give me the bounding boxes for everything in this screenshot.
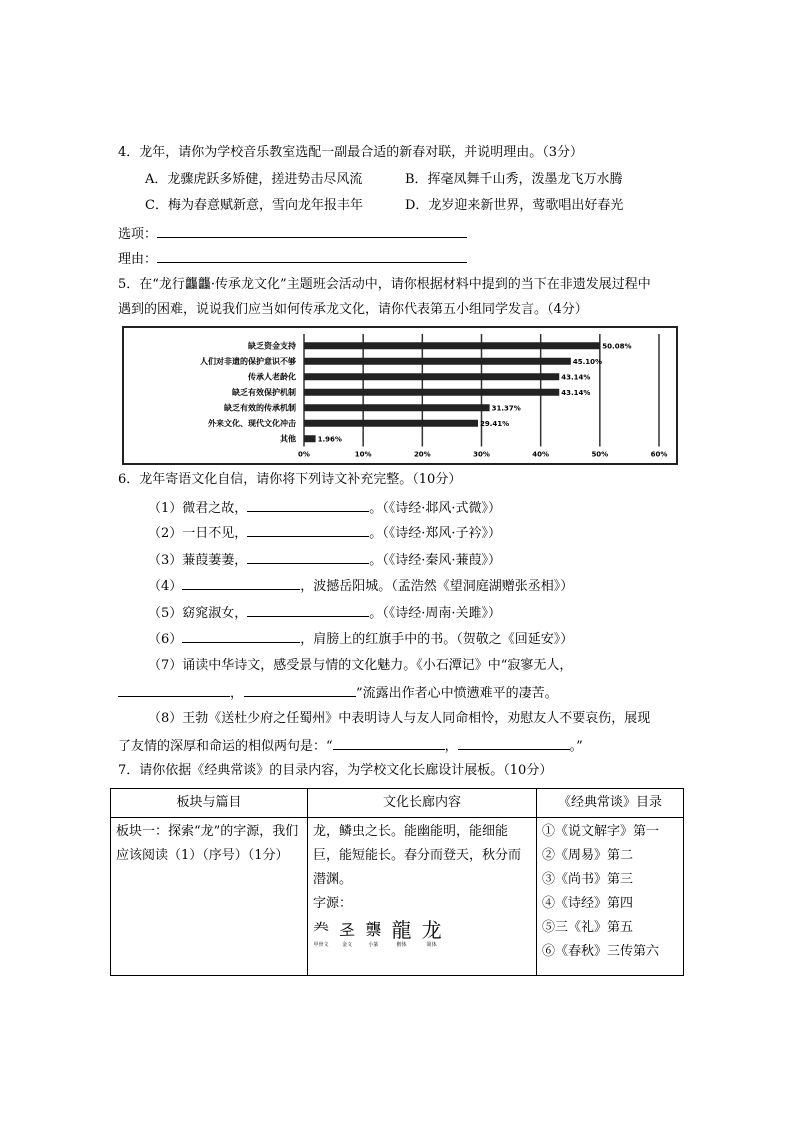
exhibit-table xyxy=(110,788,684,976)
chart-value-label: 31.37% xyxy=(491,404,521,413)
q6-item-5 xyxy=(148,602,501,624)
chart-value-label: 50.08% xyxy=(602,342,632,351)
glyph-seal: 龒 小篆 xyxy=(365,920,382,948)
q6-item-7-blank-2[interactable] xyxy=(244,682,356,697)
chart-tick-label: 60% xyxy=(650,450,668,459)
q4-option-b: B．挥毫凤舞千山秀，泼墨龙飞万水腾 xyxy=(405,172,623,187)
chart-category-label: 外来文化、现代文化冲击 xyxy=(208,418,296,428)
q6-item-8-blank-1[interactable] xyxy=(333,735,445,750)
q6-stem: 6．龙年寄语文化自信，请你将下列诗文补充完整。（10分） xyxy=(118,472,462,487)
chart-tick-label: 20% xyxy=(413,450,431,459)
chart-bar xyxy=(304,342,600,349)
content-text: 龙，鳞虫之长。能幽能明，能细能巨，能短能长。春分而登天，秋分而潜渊。 xyxy=(313,824,522,887)
chart-canvas xyxy=(124,328,676,463)
section-cell: 板块一：探索“龙”的字源，我们应该阅读（1）（序号）（1分） xyxy=(111,818,308,976)
q6-item-4-post: ，波撼岳阳城。（孟浩然《望洞庭湖赠张丞相》） xyxy=(300,579,574,594)
catalog-item: ④《诗经》第四 xyxy=(542,896,634,911)
q4-option-a: A．龙骤虎跃多矫健，搓进势击尽风流 xyxy=(145,172,363,187)
q4-choice-label: 选项： xyxy=(118,227,158,242)
q6-item-7-blank-1[interactable] xyxy=(118,682,230,697)
glyph-regular: 龍 楷体 xyxy=(391,918,412,948)
chart-tick-label: 0% xyxy=(298,450,310,459)
chart-bar xyxy=(304,358,571,365)
content-cell xyxy=(308,818,537,976)
catalog-item: ②《周易》第二 xyxy=(542,848,634,863)
q4-choice-row xyxy=(118,223,467,245)
q6-item-7-line1: （7）诵读中华诗文，感受景与情的文化魅力。《小石潭记》中“寂寥无人， xyxy=(148,658,573,673)
q6-item-3-pre: （3）蒹葭萋萋， xyxy=(148,553,248,568)
q6-item-6-post: ，肩膀上的红旗手中的书。（贺敬之《回延安》） xyxy=(300,632,574,647)
q7-stem: 7．请你依据《经典常谈》的目录内容，为学校文化长廊设计展板。（10分） xyxy=(118,763,553,778)
q6-item-4 xyxy=(148,575,573,597)
glyph-simplified: 龙 简体 xyxy=(421,918,442,948)
q4-option-d: D．龙岁迎来新世界，莺歌唱出好春光 xyxy=(405,198,624,213)
q4-reason-blank[interactable] xyxy=(157,248,467,263)
chart-tick-label: 30% xyxy=(473,450,490,459)
q6-item-8-mid: ， xyxy=(444,739,458,754)
glyph-oracle: 龹 甲骨文 xyxy=(313,920,330,948)
chart-category-label: 其他 xyxy=(280,434,296,444)
q6-item-4-pre: （4） xyxy=(148,579,183,594)
chart-category-label: 缺乏有效的传承机制 xyxy=(224,403,296,413)
header-content: 文化长廊内容 xyxy=(308,789,537,818)
source-label: 字源： xyxy=(313,896,353,911)
q5-line2: 遇到的困难，说说我们应当如何传承龙文化，请你代表第五小组同学发言。（4分） xyxy=(118,302,588,317)
chart-value-label: 1.96% xyxy=(317,435,342,444)
chart-category-label: 缺乏有效保护机制 xyxy=(232,387,296,397)
q6-item-8-line2 xyxy=(118,735,583,757)
q4-choice-blank[interactable] xyxy=(157,223,467,238)
q5-line1: 5．在“龙行龘龘·传承龙文化”主题班会活动中，请你根据材料中提到的当下在非遗发展过程中 xyxy=(118,277,651,292)
q6-item-6 xyxy=(148,628,573,650)
glyph-bronze: 𢀖 金文 xyxy=(339,920,356,948)
q6-item-7-line2: ， ”流露出作者心中愤懑难平的凄苦。 xyxy=(118,682,558,704)
q6-item-7-post: ”流露出作者心中愤懑难平的凄苦。 xyxy=(356,686,558,701)
q6-item-3-blank[interactable] xyxy=(247,549,369,564)
q6-item-1 xyxy=(148,497,501,519)
chart-value-label: 43.14% xyxy=(561,388,591,397)
q6-item-4-blank[interactable] xyxy=(182,575,300,590)
q4-reason-label: 理由： xyxy=(118,252,158,267)
table-row xyxy=(111,818,684,976)
chart-category-label: 人们对非遗的保护意识不够 xyxy=(200,356,296,366)
q6-item-2-post: 。（《诗经·郑风·子衿》） xyxy=(369,526,502,541)
q4-reason-row xyxy=(118,248,467,270)
chart-tick-label: 50% xyxy=(591,450,609,459)
chart-value-label: 45.10% xyxy=(572,357,602,366)
chart-bar xyxy=(304,373,559,380)
catalog-item: ⑥《春秋》三传第六 xyxy=(542,944,660,959)
catalog-item: ⑤三《礼》第五 xyxy=(542,920,634,935)
catalog-cell xyxy=(537,818,684,976)
q6-item-6-blank[interactable] xyxy=(182,628,300,643)
chart-value-label: 43.14% xyxy=(561,373,591,382)
q6-item-5-pre: （5）窈窕淑女， xyxy=(148,606,248,621)
q6-item-1-blank[interactable] xyxy=(247,497,369,512)
chart-value-label: 29.41% xyxy=(480,419,510,428)
q6-item-5-post: 。（《诗经·周南·关雎》） xyxy=(369,606,502,621)
q6-item-2-pre: （2）一日不见， xyxy=(148,526,248,541)
chart-category-label: 传承人老龄化 xyxy=(248,372,296,382)
q6-item-2 xyxy=(148,522,501,544)
q6-item-2-blank[interactable] xyxy=(247,522,369,537)
chart-tick-label: 40% xyxy=(532,450,550,459)
q6-item-6-pre: （6） xyxy=(148,632,183,647)
q6-item-3 xyxy=(148,549,501,571)
chart-category-label: 缺乏资金支持 xyxy=(248,341,296,351)
survey-bar-chart xyxy=(122,326,678,465)
catalog-item: ①《说文解字》第一 xyxy=(542,824,660,839)
header-catalog: 《经典常谈》目录 xyxy=(537,789,684,818)
table-header-row xyxy=(111,789,684,818)
chart-bar xyxy=(304,435,316,442)
q6-item-1-pre: （1）微君之故， xyxy=(148,501,248,516)
q6-item-3-post: 。（《诗经·秦风·蒹葭》） xyxy=(369,553,502,568)
chart-bar xyxy=(304,389,559,396)
q6-item-8-post: 。” xyxy=(569,739,583,754)
q6-item-5-blank[interactable] xyxy=(247,602,369,617)
header-section: 板块与篇目 xyxy=(111,789,308,818)
q6-item-8-pre: 了友情的深厚和命运的相似两句是：“ xyxy=(118,739,333,754)
catalog-item: ③《尚书》第三 xyxy=(542,872,634,887)
chart-bar xyxy=(304,420,478,427)
q6-item-8-line1: （8）王勃《送杜少府之任蜀州》中表明诗人与友人同命相怜，劝慰友人不要哀伤，展现 xyxy=(148,711,651,726)
chart-bar xyxy=(304,404,490,411)
q4-stem: 4．龙年，请你为学校音乐教室选配一副最合适的新春对联，并说明理由。（3分） xyxy=(118,145,584,160)
q6-item-1-post: 。（《诗经·邶风·式微》） xyxy=(369,501,502,516)
q6-item-8-blank-2[interactable] xyxy=(458,735,570,750)
chart-tick-label: 10% xyxy=(354,450,372,459)
glyph-strip xyxy=(313,918,531,955)
q4-option-c: C．梅为春意赋新意，雪向龙年报丰年 xyxy=(145,198,363,213)
